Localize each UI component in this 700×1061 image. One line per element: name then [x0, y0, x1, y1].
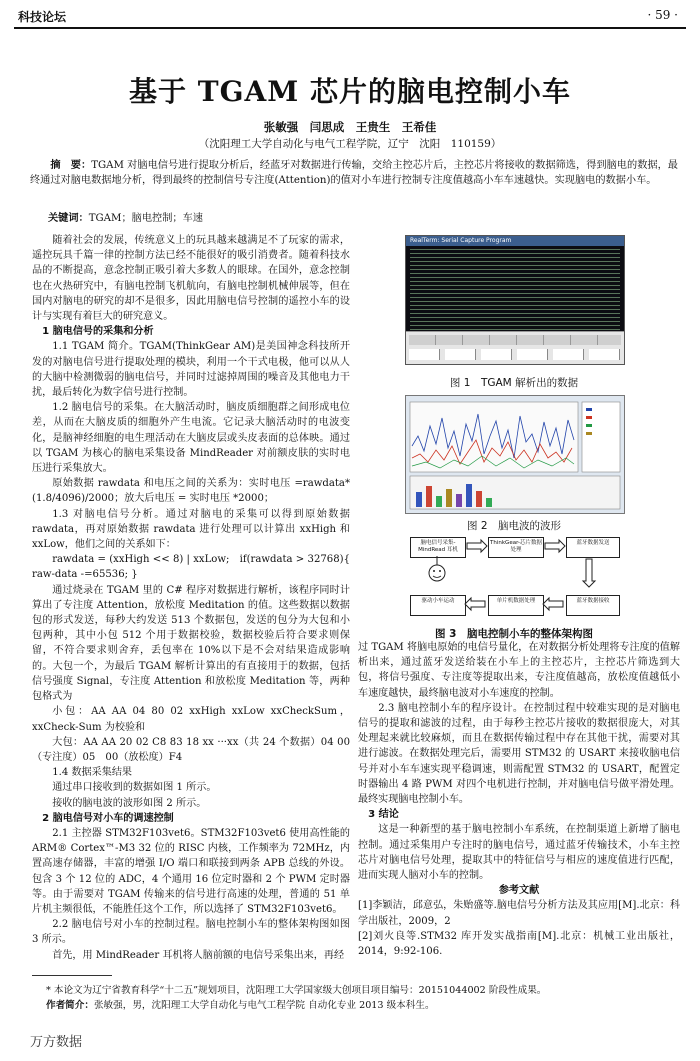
keywords-text: TGAM；脑电控制；车速 [88, 213, 203, 224]
authors: 张敏强 闫思成 王贵生 王希佳 [263, 120, 437, 134]
right-section-heading: 3 结论 [368, 809, 399, 821]
left-paragraph: 随着社会的发展，传统意义上的玩具越来越满足不了玩家的需求，遥控玩具千篇一律的控制方法已经不能很好的吸引消费者。随着科技水品的不断提高，意念控制正吸引着大多数人的眼球。在国外，意念控制也在火热研究中，有脑电控制飞机航向，有脑电控制机械伸展等，但在国内对脑电的研究的却不是很多，因此用脑电信号控制的遥控小车的设计与实现有着巨大的研究意义。 [32, 235, 350, 323]
left-paragraph: 1.2 脑电信号的采集。在大脑活动时，脑皮质细胞群之间形成电位差，从而在大脑皮质的细胞外产生电流。它记录大脑活动时的电波变化，是脑神经细胞的电生理活动在大脑皮层或头皮表面的总体映。通过以 TGAM 为核心的脑电采集设备 MindReader 对前额皮肤的实时电压进行采集放大。 [32, 402, 350, 475]
eeg-legend-panel [582, 402, 620, 472]
right-paragraph: 2.3 脑电控制小车的程序设计。在控制过程中较难实现的是对脑电信号的提取和滤波的过程，由于每秒主控芯片接收的数据很庞大，对其处理起来就比较麻烦，而且在数据传输过程中存在其他干扰，需要对其进行滤波。在数据处理完后，需要用 STM32 的 USART 来接收脑电信号并对小车车速实现平稳调速，则需配置 STM32 的 USART，配置定时器输出 4 路 PWM 对四个电机进行控制，并对脑电信号做平滑处理。最终实现脑电控制小车。 [358, 702, 680, 806]
header-rule [14, 27, 686, 29]
left-paragraph: 原始数据 rawdata 和电压之间的关系为：实时电压 =rawdata*(1.8/4096)/2000；放大后电压 = 实时电压 *2000； [32, 478, 350, 505]
left-paragraph: 1.4 数据采集结果 [52, 767, 133, 779]
right-paragraph: 这是一种新型的基于脑电控制小车系统，在控制渠道上新增了脑电控制。通过采集用户专注时的脑电信号，通过蓝牙传输技术，小车主控芯片对脑电信号处理，提取其中的特征信号与相应的速度值进行匹配，进而实现人脑对小车的控制。 [358, 824, 680, 882]
left-paragraph: 小包：AA AA 04 80 02 xxHigh xxLow xxCheckSum，xxCheck-Sum 为校验和 [32, 706, 350, 733]
left-paragraph: 通过烧录在 TGAM 里的 C# 程序对数据进行解析，该程序同时计算出了专注度 Attention，放松度 Meditation 的值。这些数据以数据包的形式发送，每秒大约发送 513 个数据包，发送的包分为大包和小包两种，其中小包 512 个用于数据校验，数据校验后符合要求则保留，不符合要求则舍弃，丢包率在 10%以下是不会对结果造成影响的。大包一个，为最后 TGAM 解析计算出的有直接用于的数据，包括信号强度 Signal，专注度 Attention 和放松度 Meditation 等，两种包格式为 [32, 584, 350, 703]
figure-3-caption: 图 3 脑电控制小车的整体架构图 [435, 628, 593, 640]
legend-swatch-yellow [586, 432, 592, 435]
figure-2-caption: 图 2 脑电波的波形 [466, 520, 562, 532]
abstract-text: TGAM 对脑电信号进行提取分析后，经蓝牙对数据进行传输，交给主控芯片后，主控芯片将接收的数据筛选，得到脑电的数据，最终通过对脑电数据地分析，得到最终的控制信号专注度(Attention)的值对小车进行控制专注度值越高小车车速越快。实现脑电的数据小车。 [30, 160, 678, 186]
right-references-heading: 参考文献 [498, 885, 540, 897]
journal-section-label: 科技论坛 [18, 10, 67, 24]
figure-1-terminal-screenshot [405, 235, 625, 365]
legend-swatch-red [586, 416, 592, 419]
node-bluetooth-receive: 蓝牙数据接收 [566, 595, 620, 616]
keywords-label: 关键词： [48, 213, 89, 224]
figure-3-architecture-diagram [410, 537, 620, 625]
left-column [32, 233, 350, 963]
left-paragraph: 2.1 主控器 STM32F103vet6。STM32F103vet6 使用高性能的 ARM® Cortex™-M3 32 位的 RISC 内核，工作频率为 72MHz，内置高速存储器，丰富的增强 I/O 端口和联接到两条 APB 总线的外设。包含 3 个 12 位的 ADC，4 个通用 16 位定时器和 2 个 PWM 定时器等。由于需要对 TGAM 传输来的信号进行高速的处理，普通的 51 单片机主频很低，不能胜任这个工作，所以选择了 STM32F103vet6。 [32, 827, 350, 915]
left-paragraph: 通过串口接收到的数据如图 1 所示。 [52, 782, 217, 794]
node-eeg-acquisition: 脑电信号采集-MindRead 耳机 [410, 537, 466, 558]
node-bluetooth-send: 蓝牙数据发送 [566, 537, 620, 558]
node-mcu-processing: 单片机数据处理 [488, 595, 544, 616]
left-paragraph: 1.3 对脑电信号分析。通过对脑电的采集可以得到原始数据 rawdata，再对原始数据 rawdata 进行处理可以计算出 xxHigh 和 xxLow，他们之间的关系如下： [32, 508, 350, 551]
author-bio-label: 作者简介： [46, 1000, 94, 1011]
terminal-controls [409, 349, 621, 360]
terminal-data-rows [410, 249, 620, 330]
footnote-rule [32, 975, 112, 976]
author-bio-text: 张敏强，男，沈阳理工大学自动化与电气工程学院 自动化专业 2013 级本科生。 [93, 1000, 435, 1011]
node-drive-car: 驱动小车运动 [410, 595, 466, 616]
abstract [30, 158, 678, 188]
right-column [358, 640, 680, 959]
affiliation: （沈阳理工大学自动化与电气工程学院，辽宁 沈阳 110159） [198, 138, 502, 150]
left-paragraph: 2.2 脑电信号对小车的控制过程。脑电控制小车的整体架构图如图 3 所示。 [32, 919, 350, 946]
eeg-waveform-svg [406, 396, 624, 513]
terminal-control-bar [406, 331, 624, 364]
figure-2-eeg-waveform [405, 395, 625, 514]
legend-swatch-blue [586, 408, 592, 411]
abstract-label: 摘 要： [50, 160, 92, 171]
keywords [48, 209, 203, 224]
terminal-title-bar [406, 236, 624, 246]
footnote [46, 983, 670, 1013]
watermark-wanfang: 万方数据 [30, 1035, 83, 1050]
figure-1-caption: 图 1 TGAM 解析出的数据 [449, 377, 579, 389]
terminal-tabs [409, 335, 621, 345]
left-paragraph: 1.1 TGAM 简介。TGAM(ThinkGear AM)是美国神念科技所开发的对脑电信号进行提取处理的模块，利用一个干式电极，他可以从人的大脑中检测微弱的脑电信号，并同时过滤掉周围的噪音及其他电力干扰，最后转化为数字信号进行控制。 [32, 341, 350, 399]
left-paragraph: 大包：AA AA 20 02 C8 83 18 xx ···xx（共 24 个数据）04 00（专注度）05 00（放松度）F4 [32, 736, 350, 763]
page-number: · 59 · [647, 8, 678, 22]
left-section-heading: 1 脑电信号的采集和分析 [42, 326, 154, 338]
right-reference-entry: [1]李颖洁，邱意弘，朱贻盛等.脑电信号分析方法及其应用[M].北京：科学出版社，2009，2 [358, 900, 680, 927]
funding-note: * 本论文为辽宁省教育科学“十二五”规划项目，沈阳理工大学国家级大创项目项目编号：20151044002 阶段性成果。 [46, 985, 547, 996]
left-paragraph: 接收的脑电波的波形如图 2 所示。 [52, 797, 207, 809]
paper-title: 基于 TGAM 芯片的脑电控制小车 [129, 75, 571, 108]
left-section-heading: 2 脑电信号对小车的调速控制 [42, 812, 174, 824]
legend-swatch-green [586, 424, 592, 427]
right-paragraph: 过 TGAM 将脑电原始的电信号量化，在对数据分析处理将专注度的值解析出来，通过蓝牙发送给装在小车上的主控芯片，主控芯片筛选到大包，将信号强度、专注度等提取出来，专注度值越高，放松度值越低小车速度越快，最终脑电波对小车速度的控制。 [358, 642, 680, 699]
author-bio [46, 998, 670, 1013]
left-paragraph: 首先，用 MindReader 耳机将人脑前额的电信号采集出来，再经 [52, 949, 345, 961]
person-head-icon [429, 565, 445, 581]
right-reference-entry: [2]刘火良等.STM32 库开发实战指南[M].北京：机械工业出版社，2014，9:92-106. [358, 930, 680, 958]
node-thinkgear-processing: ThinkGear-芯片数据处理 [488, 537, 544, 558]
terminal-window-title: RealTerm: Serial Capture Program [410, 237, 512, 244]
left-paragraph: rawdata = (xxHigh << 8) | xxLow; if(rawdata > 32768){ raw-data -=65536; } [32, 554, 350, 581]
